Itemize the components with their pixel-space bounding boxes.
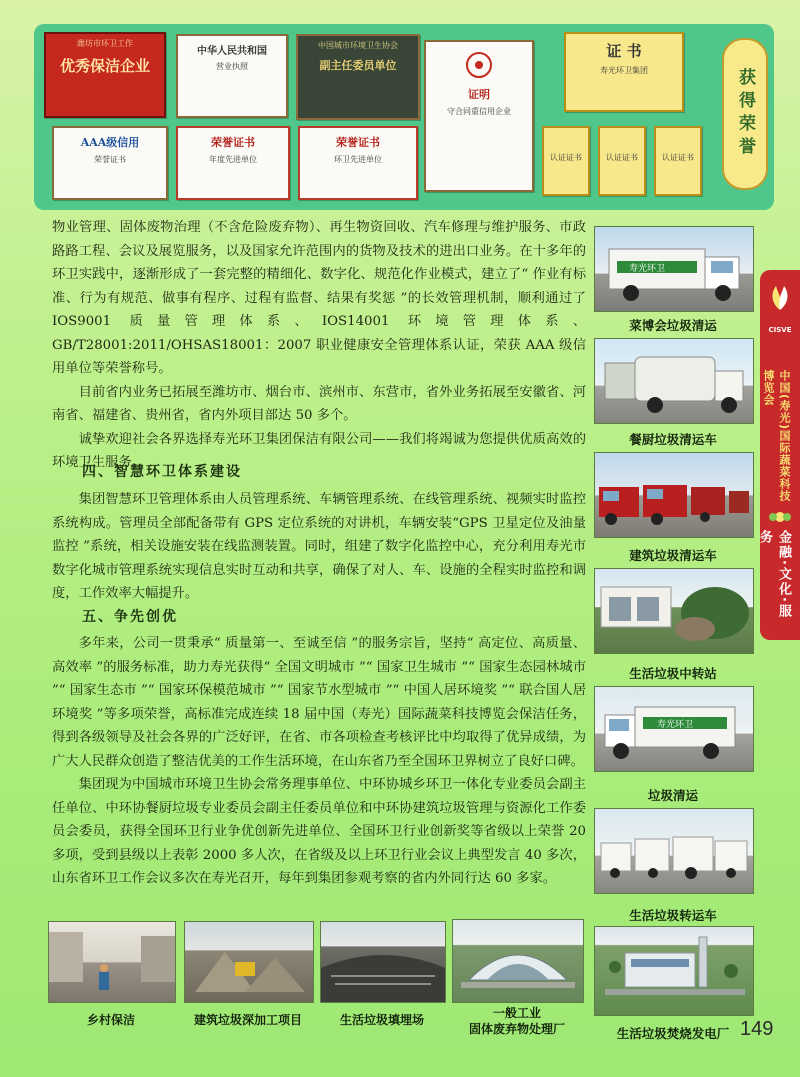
- kitchen-truck-image: [595, 339, 753, 423]
- processing-site-image: [185, 922, 313, 1002]
- cert-title: 荣誉证书: [336, 136, 380, 149]
- paragraph-business-scope: 物业管理、固体废物治理（不含危险废弃物）、再生物资回收、汽车修理与维护服务、市政路路工程、会议及展览服务，以及国家允许范围内的货物及技术的进出口业务。在十多年的环卫实践中，逐渐形成了一套完整的精细化、数字化、规范化作业模式，建立了“ 作业有标准、行为有规范、做事有程序、过程有监督、结果有奖惩 ”的长效管理机制，顺利通过了 IOS9001 质量管理体系、IOS14001 环境管理体系、GB/T28001:2011/OHSAS18001：2007 职业健康安全管理体系认证，荣获 AAA 级信用单位等荣誉称号。: [52, 220, 586, 376]
- cert-title: 证明: [468, 88, 490, 101]
- cert-title: 认证证书: [662, 153, 694, 162]
- certificate-honor-2: [298, 126, 418, 200]
- incineration-plant-image: [595, 927, 753, 1015]
- truck-lettering: 寿光环卫: [629, 264, 666, 274]
- certificate-gold: [564, 32, 684, 112]
- flower-icon: [767, 506, 793, 528]
- photo-incineration-plant: [594, 926, 754, 1016]
- paragraph-welcome: 诚挚欢迎社会各界选择寿光环卫集团保洁有限公司——我们将竭诚为您提供优质高效的环境卫生服务。: [52, 431, 586, 470]
- intro-text-block: [52, 216, 586, 475]
- paragraph-smart-system: 集团智慧环卫管理体系由人员管理系统、车辆管理系统、在线管理系统、视频实时监控系统构成。管理员全部配备带有 GPS 定位系统的对讲机，车辆安装“GPS 卫星定位及油量监控 ”系统，相关设施安装在线监测装置。同时，组建了数字化监控中心，充分利用寿光市数字化城市管理系统实现信息实时互动和共享，确保了对人、车、设施的全程实时监控和调度，工作效率大幅提升。: [52, 492, 586, 601]
- caption-kitchen-waste: 餐厨垃圾清运车: [629, 432, 717, 447]
- page-number: 149: [740, 1018, 774, 1040]
- cert-title: 中华人民共和国: [197, 46, 267, 57]
- photo-transfer-station: [594, 568, 754, 654]
- cert-sub: 营业执照: [216, 62, 248, 71]
- cert-sub: 寿光环卫集团: [600, 66, 648, 75]
- caption-transfer-station: 生活垃圾中转站: [629, 666, 717, 681]
- caption-construction-waste: 建筑垃圾清运车: [629, 548, 717, 563]
- certificate-business-license: [176, 34, 288, 118]
- photo-kitchen-waste-truck: [594, 338, 754, 424]
- cert-sub: 荣誉证书: [94, 155, 126, 164]
- excellence-text-block: [52, 632, 586, 891]
- landfill-image: [321, 922, 445, 1002]
- cert-title: 认证证书: [550, 153, 582, 162]
- cert-title: 证 书: [606, 42, 642, 60]
- garbage-truck-image: [595, 227, 753, 311]
- section-heading-smart-sanitation: 四、智慧环卫体系建设: [82, 464, 242, 480]
- caption-incineration-plant: 生活垃圾焚烧发电厂: [616, 1026, 730, 1041]
- caption-transfer-trucks: 生活垃圾转运车: [629, 908, 717, 923]
- cert-sub: 守合同重信用企业: [447, 107, 511, 116]
- photo-landfill: [320, 921, 446, 1003]
- photo-garbage-collection: [594, 686, 754, 772]
- photo-rural-cleaning: [48, 921, 176, 1003]
- photo-construction-waste-processing: [184, 921, 314, 1003]
- rural-cleaning-image: [49, 922, 175, 1002]
- construction-trucks-image: [595, 453, 753, 537]
- sidebar-tab: [757, 270, 800, 640]
- cert-title: AAA级信用: [80, 136, 140, 149]
- certificate-credit-proof: [424, 40, 534, 192]
- photo-industrial-waste-plant: [452, 919, 584, 1003]
- caption-garbage-collection: 垃圾清运: [647, 788, 698, 803]
- truck-lettering: 寿光环卫: [657, 720, 694, 730]
- caption-rural-cleaning: 乡村保洁: [86, 1013, 135, 1027]
- certificate-honor-1: [176, 126, 290, 200]
- sidebar-expo-name: 中国(寿光)国际蔬菜科技博览会: [762, 370, 791, 503]
- caption-line-2: 固体废弃物处理厂: [468, 1022, 565, 1036]
- transfer-station-image: [595, 569, 753, 653]
- caption-industrial-waste-plant: [440, 1005, 594, 1037]
- photo-expo-garbage-truck: [594, 226, 754, 312]
- cert-title: 认证证书: [606, 153, 638, 162]
- caption-landfill: 生活垃圾填埋场: [339, 1013, 424, 1027]
- award-label: 获得荣誉: [722, 38, 768, 190]
- cert-title: 副主任委员单位: [319, 59, 397, 72]
- certificate-vice-chair: [296, 34, 420, 120]
- certificate-iso-2: [598, 126, 646, 196]
- cert-sub: 年度先进单位: [209, 155, 257, 164]
- photo-transfer-trucks: [594, 808, 754, 894]
- smart-sanitation-text-block: [52, 488, 586, 606]
- cert-title: 优秀保洁企业: [59, 57, 150, 75]
- sidebar-service-label: 金融·文化·服务: [757, 530, 791, 619]
- transfer-trucks-image: [595, 809, 753, 893]
- seal-icon: [464, 50, 494, 80]
- paragraph-memberships: 集团现为中国城市环境卫生协会常务理事单位、中环协城乡环卫一体化专业委员会副主任单位、中环协餐厨垃圾专业委员会副主任委员单位和中环协建筑垃圾管理与资源化工作委员会委员，获得全国环卫行业争优创新先进单位、全国环卫行业创新奖等省级以上荣誉 20 多项，受到县级以上表彰 2000 多人次，在省级及以上环卫行业会议上典型发言 40 多次，山东省环卫工作会议多次在寿光召开，每年到集团参观考察的省内外同行达 60 多家。: [52, 777, 586, 886]
- certificate-iso-1: [542, 126, 590, 196]
- caption-line-1: 一般工业: [492, 1006, 541, 1020]
- sidebar-brand: CISVE: [768, 326, 792, 334]
- industrial-plant-image: [453, 920, 583, 1002]
- collection-truck-image: [595, 687, 753, 771]
- cert-issuer: 中国城市环境卫生协会: [318, 41, 398, 50]
- photo-construction-waste-trucks: [594, 452, 754, 538]
- caption-expo-garbage: 菜博会垃圾清运: [629, 318, 717, 333]
- expo-logo-icon: [764, 280, 796, 314]
- section-heading-excellence: 五、争先创优: [82, 609, 178, 625]
- cert-title: 荣誉证书: [211, 136, 255, 149]
- caption-construction-waste-processing: 建筑垃圾深加工项目: [193, 1013, 302, 1027]
- paragraph-honors: 多年来，公司一贯秉承“ 质量第一、至诚至信 ”的服务宗旨，坚持“ 高定位、高质量、高效率 ”的服务标准，助力寿光获得“ 全国文明城市 ”“ 国家卫生城市 ”“ 国家生态园林城市 ”“ 国家生态市 ”“ 国家环保模范城市 ”“ 国家节水型城市 ”“ 中国人居环境奖 ”“ 联合国人居环境奖 ”等多项荣誉，高标准完成连续 18 届中国（寿光）国际蔬菜科技博览会保洁任务，得到各级领导及社会各界的广泛好评，在省、市各项检查考核评比中均取得了优异成绩，为广大人民群众创造了整洁优美的工作生活环境，在山东省乃至全国环卫界树立了良好口碑。: [52, 636, 586, 769]
- cert-issuer: 潍坊市环卫工作: [77, 39, 133, 48]
- certificate-excellent-cleaning: [44, 32, 166, 118]
- cert-sub: 环卫先进单位: [334, 155, 382, 164]
- certificate-iso-3: [654, 126, 702, 196]
- paragraph-business-regions: 目前省内业务已拓展至潍坊市、烟台市、滨州市、东营市，省外业务拓展至安徽省、河南省、福建省、贵州省，省内外项目部达 50 多个。: [52, 384, 586, 423]
- certificate-credit-aaa: [52, 126, 168, 200]
